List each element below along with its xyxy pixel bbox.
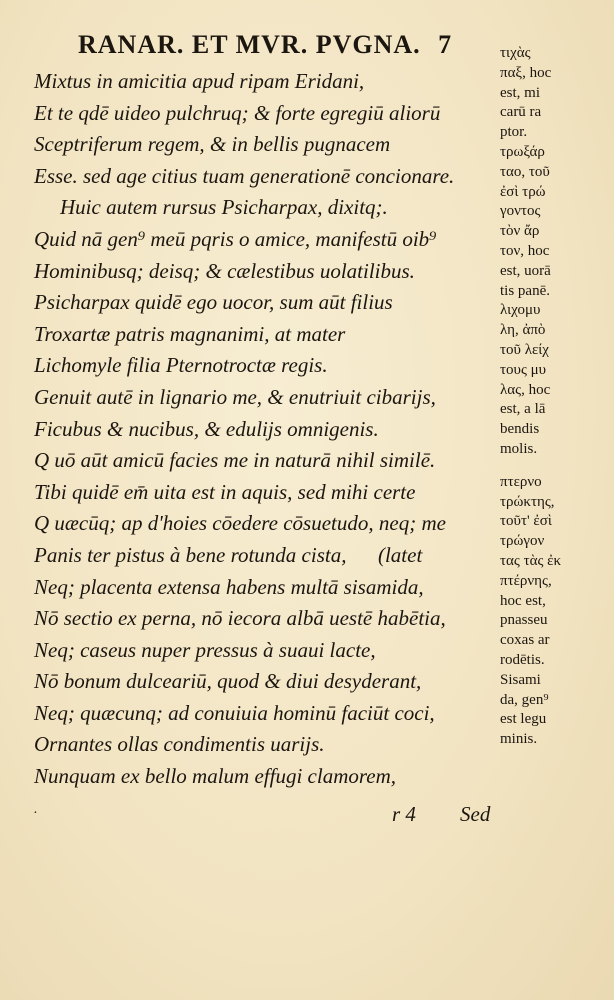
gloss-line: λας, hoc <box>500 381 551 398</box>
gloss-line: τρωξάρ <box>500 143 545 160</box>
verse-line: Quid nā gen⁹ meū pqris o amice, manifestū oib⁹ <box>34 226 437 251</box>
verse-line: Genuit autē in lignario me, & enutriuit cibarijs, <box>34 384 436 409</box>
gloss-line: est, uorā <box>500 262 551 279</box>
verse-line: Nō bonum dulceariū, quod & diui desyderant, <box>34 669 422 694</box>
verse-line: Sceptriferum regem, & in bellis pugnacem <box>34 132 391 157</box>
verse-line: Q uō aūt amicū facies me in naturā nihil similē. <box>34 448 436 473</box>
verse-line: Hominibusq; deisq; & cælestibus uolatilibus. <box>34 258 415 283</box>
gloss-line: tis panē. <box>500 282 550 299</box>
catchword: Sed <box>460 802 491 826</box>
gloss-line: minis. <box>500 731 538 748</box>
gloss-line: ptor. <box>500 124 528 141</box>
gloss-line: ἐσὶ τρώ <box>500 183 546 200</box>
gloss-line: πτερνο <box>500 473 542 490</box>
gloss-line: τας τὰς ἐκ <box>500 552 562 569</box>
verse-line: Neq; placenta extensa habens multā sisamida, <box>34 574 424 599</box>
gloss-line: Sisami <box>500 671 541 688</box>
gloss-line: λη, ἀπὸ <box>500 322 546 339</box>
gloss-line: coxas ar <box>500 632 550 649</box>
gloss-line: τρώκτης, <box>500 493 555 510</box>
verse-line: Tibi quidē em̄ uita est in aquis, sed mihi certe <box>34 479 416 504</box>
gloss-line: rodētis. <box>500 651 545 668</box>
gloss-line: bendis <box>500 421 540 438</box>
gloss-spacer <box>500 460 612 473</box>
verse-line: Huic autem rursus Psicharpax, dixitq;. <box>60 195 388 220</box>
verse-line: Et te qdē uideo pulchruq; & forte egregiū aliorū <box>34 100 441 125</box>
verse-line: Ornantes ollas condimentis uarijs. <box>34 732 325 757</box>
verse-line: Troxartæ patris magnanimi, at mater <box>34 321 346 346</box>
gloss-line: τοῦ λείχ <box>500 341 549 358</box>
gloss-line: τιχὰς <box>500 45 531 61</box>
catchline <box>34 802 494 830</box>
running-title: RANAR. ET MVR. PVGNA. <box>78 30 421 59</box>
verse-line: Neq; quæcunq; ad conuiuia hominū faciūt coci, <box>34 700 435 725</box>
gloss-line: τρώγον <box>500 533 545 550</box>
verse-line: Nunquam ex bello malum effugi clamorem, <box>34 764 396 789</box>
verse-line: Psicharpax quidē ego uocor, sum aūt filius <box>34 290 393 315</box>
gloss-line: est, mi <box>500 84 540 101</box>
gloss-line: molis. <box>500 440 538 457</box>
catchline-mark: . <box>34 802 38 817</box>
gloss-line: ταο, τοῦ <box>500 163 550 180</box>
gloss-line: παξ, hoc <box>500 64 552 81</box>
verse-line: Neq; caseus nuper pressus à suaui lacte, <box>34 637 376 662</box>
gloss-line: λιχομυ <box>500 302 541 319</box>
gloss-line: τοῦτ' ἐσὶ <box>500 513 552 530</box>
gloss-line: da, gen⁹ <box>500 691 549 708</box>
gloss-line: carū ra <box>500 104 542 121</box>
gloss-line: τὸν ἄρ <box>500 223 540 240</box>
verse-line: Mixtus in amicitia apud ripam Eridani, <box>34 69 365 93</box>
page-number: 7 <box>438 30 453 59</box>
verse-line: Panis ter pistus à bene rotunda cista, (latet <box>34 542 423 567</box>
gloss-line: hoc est, <box>500 592 546 609</box>
gloss-line: est, a lā <box>500 401 546 418</box>
running-header <box>78 30 452 60</box>
gloss-line: γοντος <box>500 203 541 220</box>
verse-line: Nō sectio ex perna, nō iecora albā uestē habētia, <box>34 606 446 631</box>
gloss-line: τον, hoc <box>500 242 550 259</box>
gloss-line: τους μυ <box>500 361 547 378</box>
verse-line: Esse. sed age citius tuam generationē concionare. <box>34 163 455 188</box>
gloss-line: est legu <box>500 711 547 728</box>
verse-line: Q uæcūq; ap d'hoies cōedere cōsuetudo, neq; me <box>34 511 446 536</box>
signature-mark: r 4 <box>392 802 416 826</box>
marginal-glosses <box>500 44 612 750</box>
verse-text-block <box>34 66 494 793</box>
verse-line: Lichomyle filia Pternotroctæ regis. <box>34 353 328 378</box>
gloss-line: πτέρνης, <box>500 572 552 589</box>
verse-line: Ficubus & nucibus, & edulijs omnigenis. <box>34 416 379 441</box>
gloss-line: pnasseu <box>500 612 548 629</box>
